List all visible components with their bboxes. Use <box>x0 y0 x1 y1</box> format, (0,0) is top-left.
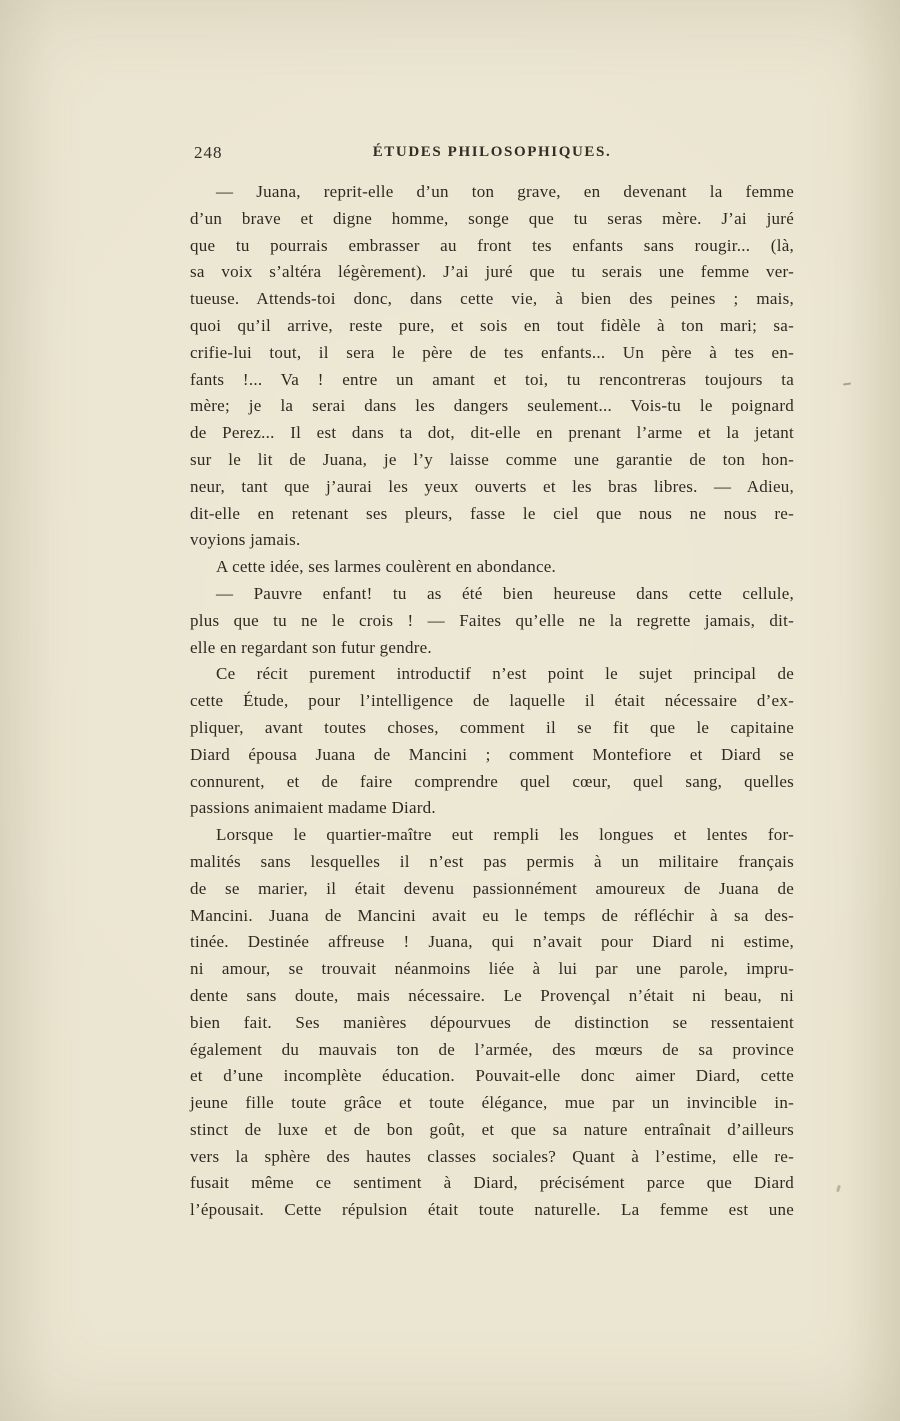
text-line: de se marier, il était devenu passionnément amoureux de Juana de <box>190 878 794 898</box>
paragraph <box>190 822 794 1224</box>
text-line: pliquer, avant toutes choses, comment il se fit que le capitaine <box>190 717 794 737</box>
text-line: A cette idée, ses larmes coulèrent en abondance. <box>216 557 557 577</box>
text-line: fusait même ce sentiment à Diard, précisément parce que Diard <box>190 1173 794 1193</box>
text-line: que tu pourrais embrasser au front tes enfants sans rougir... (là, <box>190 235 794 255</box>
paragraph <box>190 554 794 581</box>
paragraph <box>190 581 794 661</box>
running-header <box>190 143 794 165</box>
text-line: jeune fille toute grâce et toute élégance, mue par un invincible in- <box>190 1093 794 1113</box>
text-line: l’épousait. Cette répulsion était toute naturelle. La femme est une <box>190 1200 794 1220</box>
text-line: voyions jamais. <box>190 530 301 550</box>
text-line: malités sans lesquelles il n’est pas permis à un militaire français <box>190 851 794 871</box>
text-line: stinct de luxe et de bon goût, et que sa nature entraînait d’ailleurs <box>190 1119 794 1139</box>
body-text <box>190 179 794 1224</box>
scan-artifact-mark <box>843 382 851 385</box>
text-line: dit-elle en retenant ses pleurs, fasse le ciel que nous ne nous re- <box>190 503 794 523</box>
text-line: — Juana, reprit-elle d’un ton grave, en devenant la femme <box>216 182 794 201</box>
paragraph <box>190 661 794 822</box>
text-line: vers la sphère des hautes classes sociales? Quant à l’estime, elle re- <box>190 1146 794 1166</box>
paragraph <box>190 179 794 554</box>
text-line: ni amour, se trouvait néanmoins liée à lui par une parole, impru- <box>190 959 794 979</box>
text-line: mère; je la serai dans les dangers seulement... Vois-tu le poignard <box>190 396 794 416</box>
text-line: crifie-lui tout, il sera le père de tes enfants... Un père à tes en- <box>190 342 794 362</box>
page-number: 248 <box>194 143 223 162</box>
text-line: fants !... Va ! entre un amant et toi, tu rencontreras toujours ta <box>190 369 794 389</box>
text-line: quoi qu’il arrive, reste pure, et sois en tout fidèle à ton mari; sa- <box>190 315 794 335</box>
text-line: sur le lit de Juana, je l’y laisse comme une garantie de ton hon- <box>190 449 794 469</box>
text-line: elle en regardant son futur gendre. <box>190 637 432 657</box>
text-line: passions animaient madame Diard. <box>190 798 436 818</box>
text-line: Lorsque le quartier-maître eut rempli les longues et lentes for- <box>216 825 794 845</box>
text-line: Mancini. Juana de Mancini avait eu le temps de réfléchir à sa des- <box>190 905 794 925</box>
text-line: tueuse. Attends-toi donc, dans cette vie, à bien des peines ; mais, <box>190 289 794 309</box>
text-line: cette Étude, pour l’intelligence de laquelle il était nécessaire d’ex- <box>190 691 794 711</box>
text-line: tinée. Destinée affreuse ! Juana, qui n’avait pour Diard ni estime, <box>190 932 794 952</box>
text-line: sa voix s’altéra légèrement). J’ai juré que tu serais une femme ver- <box>190 262 794 282</box>
text-line: connurent, et de faire comprendre quel cœur, quel sang, quelles <box>190 771 794 791</box>
scan-artifact-mark <box>836 1185 841 1193</box>
text-line: également du mauvais ton de l’armée, des mœurs de sa province <box>190 1039 794 1059</box>
text-line: — Pauvre enfant! tu as été bien heureuse dans cette cellule, <box>216 583 794 603</box>
text-line: dente sans doute, mais nécessaire. Le Provençal n’était ni beau, ni <box>190 985 794 1005</box>
running-title: ÉTUDES PHILOSOPHIQUES. <box>372 144 612 160</box>
text-line: Diard épousa Juana de Mancini ; comment Montefiore et Diard se <box>190 744 794 764</box>
text-line: plus que tu ne le crois ! — Faites qu’elle ne la regrette jamais, dit- <box>190 610 794 630</box>
text-line: neur, tant que j’aurai les yeux ouverts et les bras libres. — Adieu, <box>190 476 794 496</box>
text-line: et d’une incomplète éducation. Pouvait-elle donc aimer Diard, cette <box>190 1066 794 1086</box>
text-line: d’un brave et digne homme, songe que tu seras mère. J’ai juré <box>190 208 794 228</box>
text-line: de Perez... Il est dans ta dot, dit-elle en prenant l’arme et la jetant <box>190 423 794 443</box>
text-line: Ce récit purement introductif n’est point le sujet principal de <box>216 664 794 684</box>
text-line: bien fait. Ses manières dépourvues de distinction se ressentaient <box>190 1012 794 1032</box>
